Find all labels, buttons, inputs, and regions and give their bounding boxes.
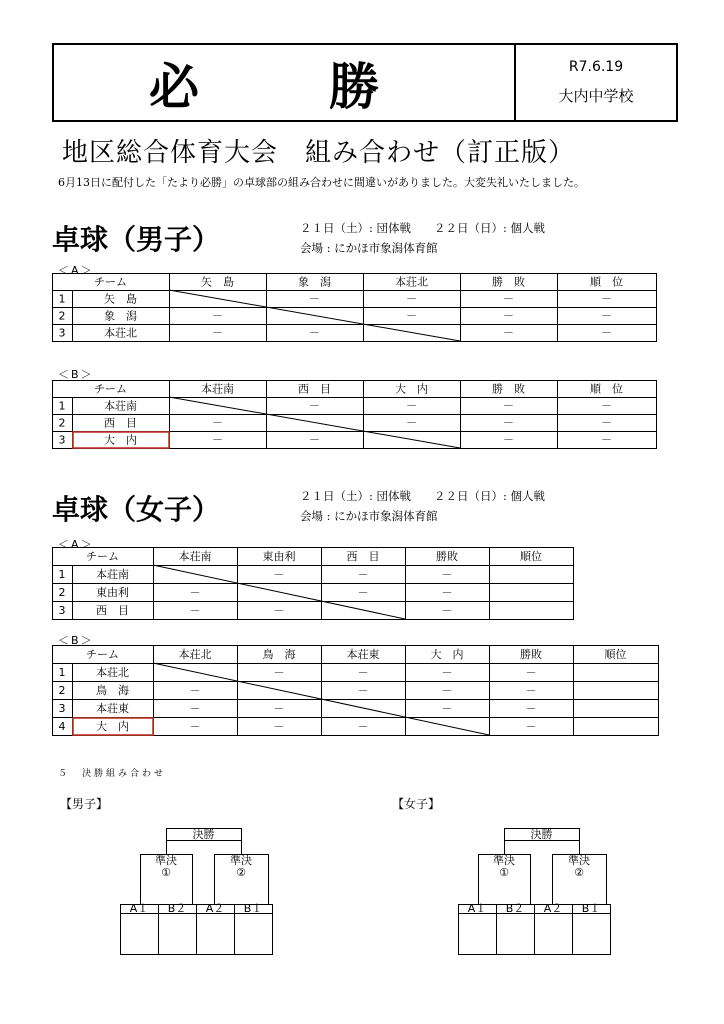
row-number: 2 [58,586,66,599]
slot-label: A１ [467,902,487,915]
table-cell: － [357,720,369,733]
table-cell: － [441,702,453,715]
table-header-cell: 勝 敗 [492,382,525,396]
table-cell: － [503,433,514,447]
table-header-cell: チーム [94,382,127,396]
row-team: 西 目 [96,604,129,617]
slot-label: B１ [581,902,601,915]
table-cell: － [503,292,514,306]
semi-label: 準決 [230,854,252,867]
table-cell: － [601,326,612,340]
boys-bracket-label: 【男子】 [60,797,109,811]
row-number: 1 [58,399,66,413]
table-cell: － [212,326,223,340]
boys-schedule: ２１日（土）: 団体戦 ２２日（日）: 個人戦 [300,221,546,235]
table-header-cell: 鳥 海 [262,648,296,661]
girls-bracket-label: 【女子】 [392,797,441,811]
table-cell: － [406,416,417,430]
row-team: 本荘北 [104,326,137,340]
table-cell: － [212,433,223,447]
girls-pool-a-table [52,547,572,621]
table-cell: － [406,309,417,323]
girls-venue: 会場 : にかほ市象潟体育館 [300,509,438,523]
row-number: 2 [58,416,66,430]
header-school: 大内中学校 [558,87,634,105]
boys-pool-b-table [52,380,658,448]
table-header-cell: 勝 敗 [492,275,525,289]
table-cell: － [357,568,369,581]
table-cell: － [525,666,537,679]
row-team: 本荘南 [96,568,129,581]
girls-section-title: 卓球（女子） [52,493,221,526]
table-header-cell: 象 潟 [298,275,331,289]
row-number: 3 [58,604,66,617]
table-header-cell: 順 位 [590,382,623,396]
table-cell: － [212,416,223,430]
row-team: 矢 島 [104,292,137,306]
table-header-cell: 大 内 [430,648,464,661]
header-divider [514,45,516,120]
row-team: 西 目 [104,416,137,430]
slot-label: B２ [167,902,187,915]
table-header-cell: 順 位 [590,275,623,289]
table-cell: － [189,720,201,733]
table-header-cell: 順位 [520,550,542,563]
table-header-cell: 本荘北 [178,648,212,661]
row-team: 大 内 [96,720,129,733]
notice-text: 6月13日に配付した「たより必勝」の卓球部の組み合わせに間違いがありました。大変失礼いたしました。 [58,176,585,189]
table-cell: － [441,666,453,679]
row-team: 鳥 海 [96,684,129,697]
table-cell: － [273,702,285,715]
table-header-cell: 矢 島 [201,275,234,289]
table-header-cell: チーム [94,275,127,289]
semi-label: 準決 [493,854,515,867]
row-team: 大 内 [104,433,137,447]
row-number: 3 [58,326,66,340]
slot-label: A１ [129,902,149,915]
semi-label: 準決 [155,854,177,867]
row-team: 本荘東 [96,702,129,715]
table-header-cell: 西 目 [298,382,331,396]
table-header-cell: 西 目 [346,550,380,563]
table-cell: － [601,309,612,323]
semi-number: ② [574,866,584,879]
table-cell: － [441,604,453,617]
semi-label: 準決 [568,854,590,867]
table-header-cell: チーム [86,550,119,563]
table-cell: － [309,399,320,413]
table-cell: － [503,416,514,430]
table-cell: － [273,604,285,617]
table-cell: － [601,416,612,430]
row-number: 1 [58,568,66,581]
table-cell: － [406,292,417,306]
row-number: 4 [58,720,66,733]
table-cell: － [189,586,201,599]
table-header-cell: 順位 [604,648,627,661]
row-number: 2 [58,684,66,697]
table-header-cell: チーム [86,648,119,661]
table-cell: － [273,568,285,581]
boys-pool-b-label: ＜B＞ [58,368,94,381]
semi-number: ① [161,866,171,879]
slot-label: B１ [243,902,263,915]
girls-schedule: ２１日（土）: 団体戦 ２２日（日）: 個人戦 [300,489,546,503]
table-cell: － [309,326,320,340]
table-cell: － [503,399,514,413]
table-cell: － [189,702,201,715]
table-cell: － [503,309,514,323]
row-number: 3 [58,702,66,715]
table-header-cell: 本荘南 [201,382,234,396]
table-cell: － [189,684,201,697]
boys-pool-a-label: ＜A＞ [58,264,94,277]
table-cell: － [309,292,320,306]
table-cell: － [357,684,369,697]
table-cell: － [441,684,453,697]
row-number: 1 [58,666,66,679]
table-cell: － [601,433,612,447]
final-label: 決勝 [530,828,553,841]
table-header-cell: 勝敗 [436,550,458,563]
row-team: 本荘北 [96,666,129,679]
final-label: 決勝 [192,828,215,841]
table-cell: － [441,586,453,599]
row-team: 本荘南 [104,399,137,413]
girls-pool-a-label: ＜A＞ [58,538,94,551]
semi-number: ② [236,866,246,879]
table-cell: － [441,568,453,581]
table-cell: － [406,399,417,413]
row-number: 2 [58,309,66,323]
girls-bracket [456,826,616,956]
table-header-cell: 本荘北 [395,275,428,289]
row-number: 1 [58,292,66,306]
boys-pool-a-table [52,273,658,341]
row-number: 3 [58,433,66,447]
row-team: 象 潟 [104,309,137,323]
table-header-cell: 大 内 [395,382,428,396]
table-cell: － [273,720,285,733]
table-cell: － [525,720,537,733]
finals-heading: ５ 決勝組み合わせ [58,769,167,779]
table-cell: － [212,309,223,323]
semi-number: ① [499,866,509,879]
banner-title: 必 勝 [149,57,419,116]
table-cell: － [601,399,612,413]
header-box [52,43,678,122]
girls-pool-b-table [52,645,656,737]
slot-label: A２ [205,902,225,915]
boys-bracket [118,826,278,956]
boys-venue: 会場 : にかほ市象潟体育館 [300,241,438,255]
table-cell: － [357,666,369,679]
table-cell: － [273,666,285,679]
table-header-cell: 本荘東 [346,648,380,661]
table-cell: － [525,684,537,697]
girls-pool-b-label: ＜B＞ [58,634,94,647]
table-header-cell: 東由利 [262,550,296,563]
table-cell: － [601,292,612,306]
row-team: 東由利 [96,586,129,599]
table-header-cell: 勝敗 [520,648,542,661]
table-cell: － [525,702,537,715]
table-cell: － [189,604,201,617]
slot-label: B２ [505,902,525,915]
table-cell: － [309,433,320,447]
boys-section-title: 卓球（男子） [52,223,221,256]
table-cell: － [357,586,369,599]
header-date: R7.6.19 [568,59,624,75]
table-cell: － [503,326,514,340]
slot-label: A２ [543,902,563,915]
table-header-cell: 本荘南 [178,550,212,563]
page-title: 地区総合体育大会 組み合わせ（訂正版） [62,138,576,168]
